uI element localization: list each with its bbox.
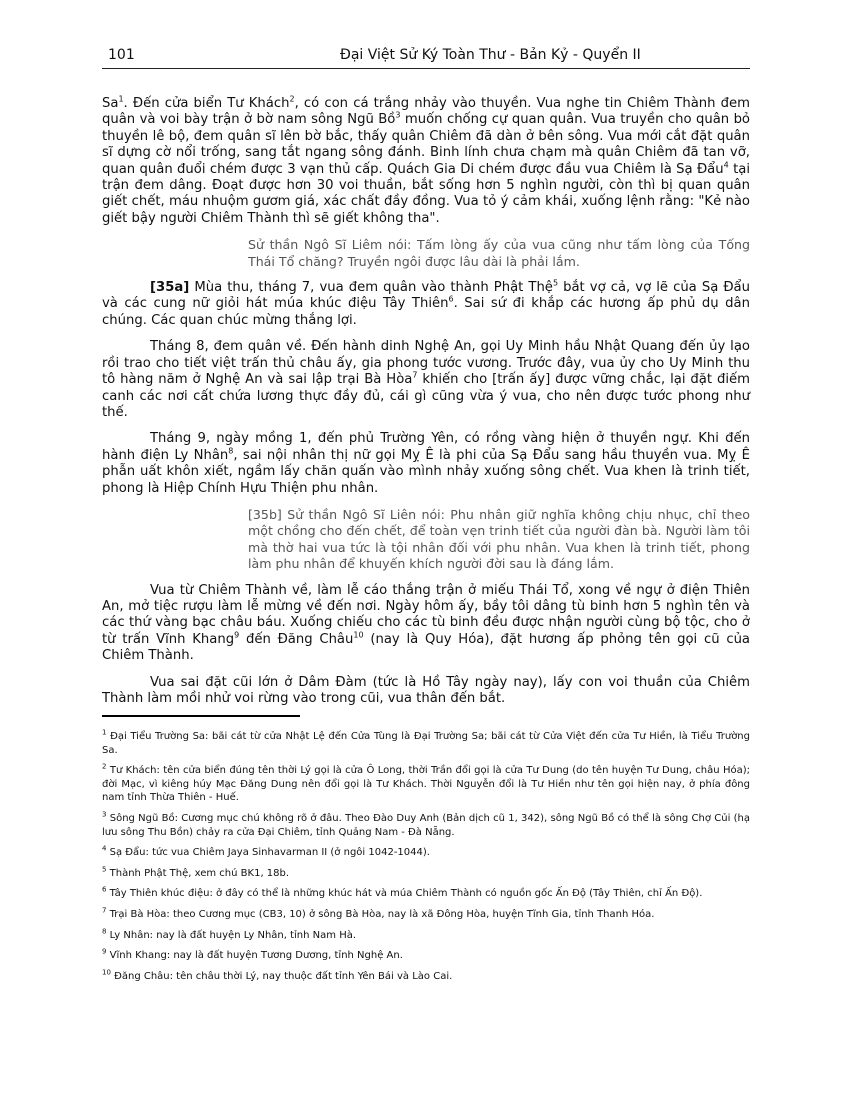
footnote-number: 1 <box>102 728 107 737</box>
text-run: khiến cho [trấn ấy] được vững chắc, lại đặt điếm canh các nơi cất chứa lương thực đầy đủ, cái gì cũng vừa ý vua, cho nên được tước phong như thế. <box>102 372 750 420</box>
text-run: Tháng 9, ngày mồng 1, đến phủ Trường Yên, có rồng vàng hiện ở thuyền ngự. Khi đến hành điện Ly Nhân <box>102 431 750 463</box>
footnote-ref[interactable]: 3 <box>395 111 401 121</box>
footnote-1 <box>102 730 750 757</box>
footnote-text: Vĩnh Khang: nay là đất huyện Tương Dương, tỉnh Nghệ An. <box>106 950 403 962</box>
footnote-number: 5 <box>102 865 107 874</box>
text-run: Mùa thu, tháng 7, vua đem quân vào thành Phật Thệ <box>189 280 553 296</box>
footnote-rule <box>102 715 300 717</box>
paragraph-month-8 <box>102 339 750 421</box>
footnote-text: Tư Khách: tên cửa biển đúng tên thời Lý gọi là cửa Ô Long, thời Trần đổi gọi là cửa Tư Dung (do tên huyện Tư Dung, châu Hóa); đời Mạc, vì kiêng húy Mạc Đăng Dung nên đổi gọi là Tư Khách. Thời Nguyễn đổi là Tư Hiền như tên gọi hiện nay, ở phía đông nam tỉnh Thừa Thiên - Huế. <box>102 765 750 804</box>
footnote-ref[interactable]: 6 <box>448 295 454 305</box>
footnote-5 <box>102 867 750 881</box>
footnote-9 <box>102 949 750 963</box>
text-run: đến Đăng Châu <box>239 631 354 647</box>
footnote-ref[interactable]: 5 <box>552 278 559 288</box>
body-text <box>102 96 750 717</box>
historian-comment-2: [35b] Sử thần Ngô Sĩ Liên nói: Phu nhân giữ nghĩa không chịu nhục, chỉ theo một chồng cho đến chết, để toàn vẹn trinh tiết của người đàn bà. Người làm tôi mà thờ hai vua tức là tội nhân đối với phu nhân. Vua khen là trinh tiết, phong làm phu nhân để khuyến khích người đời sau là đáng lắm. <box>248 506 750 572</box>
text-run: tại trận đem dâng. Đoạt được hơn 30 voi thuần, bắt sống hơn 5 nghìn người, còn thì bị quan quân giết chết, máu nhuộm gươm giá, xác chất đầy đồng. Vua tỏ ý cảm khái, xuống lệnh rằng: "Kẻ nào giết bậy người Chiêm Thành thì sẽ giết không tha". <box>102 161 750 226</box>
footnote-3 <box>102 812 750 839</box>
paragraph-autumn <box>102 280 750 329</box>
footnote-number: 9 <box>102 947 107 956</box>
header-rule <box>102 68 750 69</box>
footnote-4 <box>102 846 750 860</box>
text-run: Tháng 8, đem quân về. Đến hành dinh Nghệ An, gọi Uy Minh hầu Nhật Quang đến ủy lạo rồi trao cho tiết việt trấn thủ châu ấy, gia phong tước vương. Trước đây, vua ủy cho Uy Minh thu tô hàng năm ở Nghệ An và sai lập trại Bà Hòa <box>102 339 750 388</box>
footnote-6 <box>102 887 750 901</box>
text-run: . Sai sứ đi khắp các hương ấp phủ dụ dân chúng. Các quan chúc mừng thắng lợi. <box>102 296 750 328</box>
footnotes <box>102 730 750 990</box>
paragraph-battle <box>102 96 750 227</box>
footnote-10 <box>102 970 750 984</box>
footnote-number: 7 <box>102 906 107 915</box>
footnote-number: 10 <box>102 968 111 977</box>
footnote-text: Sông Ngũ Bồ: Cương mục chú không rõ ở đâu. Theo Đào Duy Anh (Bản dịch cũ 1, 342), sông Ngũ Bồ có thể là sông Chợ Củi (hạ lưu sông Thu Bồn) chảy ra cửa Đại Chiêm, tỉnh Quảng Nam - Đà Nẵng. <box>102 812 750 838</box>
footnote-ref[interactable]: 7 <box>412 370 418 380</box>
footnote-number: 4 <box>102 844 107 853</box>
footnote-text: Trại Bà Hòa: theo Cương mục (CB3, 10) ở sông Bà Hòa, nay là xã Đông Hòa, huyện Tĩnh Gia, tỉnh Thanh Hóa. <box>106 908 655 920</box>
page-number: 101 <box>108 47 135 63</box>
footnote-number: 6 <box>102 886 107 895</box>
historian-comment-1: Sử thần Ngô Sĩ Liêm nói: Tấm lòng ấy của vua cũng như tấm lòng của Tống Thái Tổ chăng? Truyền ngôi được lâu dài là phải lắm. <box>248 237 750 269</box>
footnote-7 <box>102 908 750 922</box>
text-run: bắt vợ cả, vợ lẽ của Sạ Đẩu và các cung nữ giỏi hát múa khúc điệu Tây Thiên <box>102 280 750 312</box>
footnote-ref[interactable]: 9 <box>234 630 240 640</box>
footnote-text: Đăng Châu: tên châu thời Lý, nay thuộc đất tỉnh Yên Bái và Lào Cai. <box>110 970 453 982</box>
footnote-number: 2 <box>102 762 107 771</box>
footnote-text: Ly Nhân: nay là đất huyện Ly Nhân, tỉnh Nam Hà. <box>106 929 357 941</box>
footnote-ref[interactable]: 2 <box>289 94 295 104</box>
footnote-number: 3 <box>102 810 107 819</box>
text-run: , sai nội nhân thị nữ gọi Mỵ Ê là phi của Sạ Đẩu sang hầu thuyền vua. Mỵ Ê phẫn uất khôn xiết, ngầm lấy chăn quấn vào mình nhảy xuống sông chết. Vua khen là trinh tiết, phong là Hiệp Chính Hựu Thiện phu nhân. <box>102 447 750 496</box>
footnote-number: 8 <box>102 927 107 936</box>
text-run: (nay là Quy Hóa), đặt hương ấp phỏng tên gọi cũ của Chiêm Thành. <box>102 631 751 664</box>
paragraph-elephant: Vua sai đặt cũi lớn ở Dâm Đàm (tức là Hồ Tây ngày nay), lấy con voi thuần của Chiêm Thành làm mồi nhử voi rừng vào trong cũi, vua thân đến bắt. <box>102 674 750 706</box>
paragraph-month-9 <box>102 431 750 497</box>
footnote-text: Sạ Đẩu: tức vua Chiêm Jaya Sinhavarman II (ở ngôi 1042-1044). <box>106 847 430 859</box>
footnote-2 <box>102 764 750 805</box>
text-run: . Đến cửa biển Tư Khách <box>123 96 290 111</box>
paragraph-return <box>102 583 750 665</box>
footnote-ref[interactable]: 10 <box>353 630 364 640</box>
footnote-ref[interactable]: 1 <box>118 94 124 104</box>
footnote-8 <box>102 929 750 943</box>
folio-marker: [35a] <box>150 280 190 296</box>
text-run: , có con cá trắng nhảy vào thuyền. Vua nghe tin Chiêm Thành đem quân và voi bày trận ở bờ nam sông Ngũ Bồ <box>102 96 750 128</box>
text-run: muốn chống cự quan quân. Vua truyền cho quân bỏ thuyền lê bộ, đem quân sĩ lên bờ bắc, thấy quân Chiêm đã dàn ở bên sông. Vua mới cắt đặt quân sĩ dựng cờ nổi trống, sang tắt ngang sông đánh. Binh lính chưa chạm mà quân Chiêm đã tan vỡ, quan quân đuổi chém được 3 vạn thủ cấp. Quách Gia Di chém được đầu vua Chiêm là Sạ Đẩu <box>102 112 751 177</box>
running-title: Đại Việt Sử Ký Toàn Thư - Bản Kỷ - Quyển II <box>340 47 641 63</box>
text-run: Vua từ Chiêm Thành về, làm lễ cáo thắng trận ở miếu Thái Tổ, xong về ngự ở điện Thiên An, mở tiệc rượu làm lễ mừng về đến nơi. Ngày hôm ấy, bầy tôi dâng tù binh hơn 5 nghìn tên và các thứ vàng bạc châu báu. Xuống chiếu cho các tù binh đều được nhận người cùng bộ tộc, cho ở từ trấn Vĩnh Khang <box>102 582 750 647</box>
text-run: Sa <box>102 96 119 111</box>
footnote-text: Thành Phật Thệ, xem chú BK1, 18b. <box>106 867 290 879</box>
footnote-text: Đại Tiểu Trường Sa: bãi cát từ cửa Nhật Lệ đến Cửa Tùng là Đại Trường Sa; bãi cát từ Cửa Việt đến cửa Tư Hiền, là Tiểu Trường Sa. <box>102 731 750 756</box>
footnote-ref[interactable]: 8 <box>228 446 234 456</box>
footnote-ref[interactable]: 4 <box>723 160 729 170</box>
footnote-text: Tây Thiên khúc điệu: ở đây có thể là những khúc hát và múa Chiêm Thành có nguồn gốc Ấn Độ (Tây Thiên, chỉ Ấn Độ). <box>106 888 703 900</box>
